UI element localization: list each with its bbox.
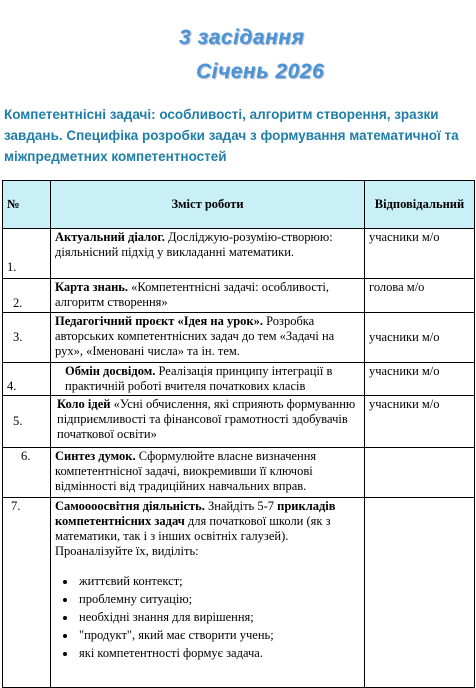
row-responsible: учасники м/о xyxy=(365,396,475,448)
row-lead: Коло ідей xyxy=(57,397,111,411)
header-content: Зміст роботи xyxy=(51,181,365,229)
table-row xyxy=(3,498,475,688)
row-text: Знайдіть 5-7 xyxy=(204,499,275,513)
list-item: • проблемну ситуацію; xyxy=(77,592,360,607)
row-number: 5. xyxy=(3,396,51,448)
row-number: 3. xyxy=(3,313,51,363)
row-text: «Усні обчислення, які сприяють формуванню підприємливості та фінансової грамотності здобувачів початкової освіти» xyxy=(57,397,356,441)
row-number: 2. xyxy=(3,279,51,313)
row-lead: Педагогічний проєкт «Ідея на урок». xyxy=(55,314,263,328)
row-content xyxy=(51,279,365,313)
row-number: 4. xyxy=(3,363,51,396)
row-lead: Синтез думок. xyxy=(55,449,136,463)
row-responsible: учасники м/о xyxy=(365,313,475,363)
row-lead: Карта знань. xyxy=(55,280,129,294)
row-text: Досліджую-розумію-створюю: діяльнісний підхід у викладанні математики. xyxy=(55,230,333,259)
row-lead-secondary: прикладів компетентнісних задач xyxy=(55,499,336,528)
row-text: «Компетентнісні задачі: особливості, алгоритм створення» xyxy=(55,280,330,309)
row-content xyxy=(51,363,365,396)
table-row xyxy=(3,229,475,279)
meeting-date: Січень 2026 xyxy=(196,60,325,83)
row-content xyxy=(51,313,365,363)
list-item: • життєвий контекст; xyxy=(77,574,360,589)
list-item: • необхідні знання для вирішення; xyxy=(77,610,360,625)
row-number: 1. xyxy=(3,229,51,279)
row-text: Реалізація принципу інтеграції в практичній роботі вчителя початкових класів xyxy=(65,364,333,393)
table-row xyxy=(3,279,475,313)
analysis-criteria-list xyxy=(55,574,360,661)
row-responsible xyxy=(365,448,475,498)
meeting-title: 3 засідання xyxy=(179,26,305,49)
row-lead: Обмін досвідом. xyxy=(65,364,156,378)
header-number: № xyxy=(3,181,51,229)
table-row xyxy=(3,313,475,363)
header-responsible: Відповідальний xyxy=(365,181,475,229)
work-plan-table xyxy=(2,180,475,688)
row-lead: Актуальний діалог. xyxy=(55,230,165,244)
row-number: 6. xyxy=(3,448,51,498)
row-content xyxy=(51,448,365,498)
row-text: Розробка авторських компетентнісних задач до тем «Задачі на рух», «Іменовані числа» та ін. тем. xyxy=(55,314,335,358)
table-row xyxy=(3,363,475,396)
row-text-secondary: для початкової школи (як з математики, так і з інших освітніх галузей). Проаналізуйте їх, виділіть: xyxy=(55,514,331,558)
row-responsible: учасники м/о xyxy=(365,363,475,396)
row-responsible: учасники м/о xyxy=(365,229,475,279)
table-row xyxy=(3,448,475,498)
row-responsible: голова м/о xyxy=(365,279,475,313)
table-header-row xyxy=(3,181,475,229)
row-number: 7. xyxy=(3,498,51,688)
row-lead: Самоооосвітня діяльність. xyxy=(55,499,205,513)
row-content xyxy=(51,498,365,688)
row-content xyxy=(51,396,365,448)
list-item: • які компетентності формує задача. xyxy=(77,646,360,661)
row-content xyxy=(51,229,365,279)
list-item: • "продукт", який має створити учень; xyxy=(77,628,360,643)
row-responsible xyxy=(365,498,475,688)
meeting-topic: Компетентнісні задачі: особливості, алгоритм створення, зразки завдань. Специфіка розробки задач з формування математичної та міжпредметних компетентностей xyxy=(4,107,459,164)
row-text: Сформулюйте власне визначення компетентнісної задачі, виокремивши її ключові відмінності від традиційних навчальних вправ. xyxy=(55,449,317,493)
table-row xyxy=(3,396,475,448)
